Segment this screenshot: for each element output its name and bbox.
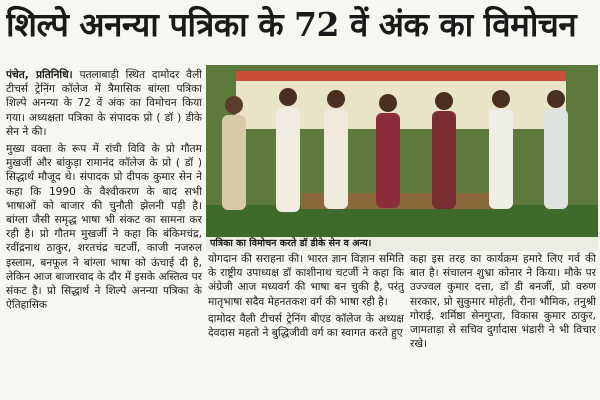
headline: शिल्पे अनन्या पत्रिका के 72 वें अंक का विमोचन	[6, 5, 577, 44]
paragraph	[6, 68, 202, 139]
caption-text: पत्रिका का विमोचन करते डॉ डीके सेन व अन्य।	[210, 238, 372, 249]
banner-stripe	[236, 71, 566, 81]
dateline: पंचेत, प्रतिनिधि।	[6, 69, 73, 81]
event-photo-illustration	[206, 65, 598, 237]
photo-caption	[206, 237, 598, 251]
paragraph: योगदान की सराहना की। भारत ज्ञान विज्ञान समिति के राष्ट्रीय उपाध्यक्ष डॉ काशीनाथ चटर्जी ने कहा कि अंग्रेजी आज मध्यवर्ग की भाषा बन चुकी है, परंतु मातृभाषा सदैव मेहनतकश वर्ग की भाषा रही है।	[208, 253, 404, 308]
article-column-right	[410, 252, 596, 398]
paragraph: कहा इस तरह का कार्यक्रम हमारे लिए गर्व की बात है। संचालन शुभ्रा कोनार ने किया। मौके पर उज्ज्वल कुमार दत्ता, डॉ डी बनर्जी, प्रो वरुण सरकार, प्रो सुकुमार मोहंती, रीना भौमिक, तनुश्री गोराई, शर्मिष्ठा सेनगुप्ता, विकास कुमार ठाकुर, जामताड़ा से सचिव दुर्गादास भंडारी ने भी विचार रखे।	[410, 253, 596, 351]
stage-floor	[206, 205, 598, 237]
article-column-left	[6, 68, 202, 398]
paragraph-text: पतलाबाड़ी स्थित दामोदर वैली टीचर्स ट्रेनिंग कॉलेज में त्रैमासिक बांग्ला पत्रिका शिल्पे अनन्या के 72 वें अंक का विमोचन किया गया। अध्यक्षता पत्रिका के संपादक प्रो ( डॉ ) डीके सेन ने की।	[6, 69, 202, 138]
paragraph: मुख्य वक्ता के रूप में रांची विवि के प्रो गौतम मुखर्जी और बांकुड़ा रामानंद कॉलेज के प्रो ( डॉ ) सिद्धार्थ मौजूद थे। संपादक प्रो दीपक कुमार सेन ने कहा कि 1990 के वैश्वीकरण के बाद सभी भाषाओं को बाजार की चुनौती झेलनी पड़ी है। बांग्ला जैसी समृद्ध भाषा भी संकट का सामना कर रही है। प्रो गौतम मुखर्जी ने कहा कि बंकिमचंद्र, रवींद्रनाथ ठाकुर, शरतचंद्र चटर्जी, काजी नजरुल इस्लाम, बनफूल ने बांग्ला भाषा को ऊंचाई दी है, लेकिन आज बाजारवाद के दौर में इसके अस्तित्व पर संकट है। प्रो सिद्धार्थ ने शिल्पे अनन्या पत्रिका के ऐतिहासिक	[6, 143, 202, 312]
paragraph: दामोदर वैली टीचर्स ट्रेनिंग बीएड कॉलेज के अध्यक्ष देवदास महतो ने बुद्धिजीवी वर्ग का स्वागत करते हुए	[208, 312, 404, 340]
article-column-middle	[208, 252, 404, 398]
event-photo	[206, 65, 598, 237]
